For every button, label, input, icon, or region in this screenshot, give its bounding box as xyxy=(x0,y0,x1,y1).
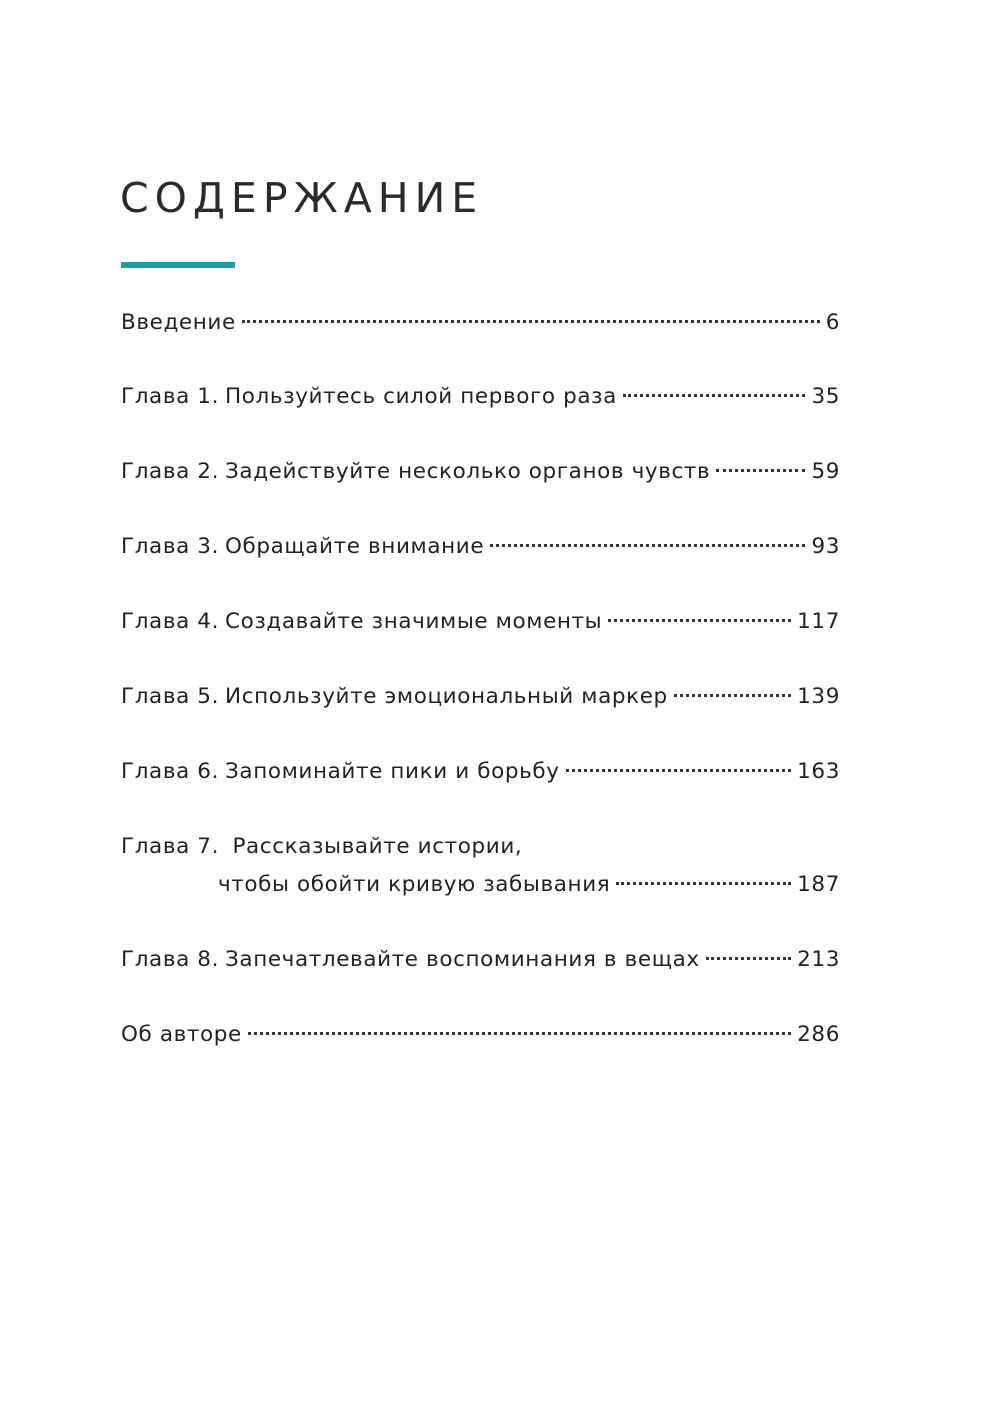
toc-chapter-number: Глава 6. xyxy=(121,759,220,784)
toc-entry-label: Введение xyxy=(121,310,236,335)
toc-chapter-title: Обращайте внимание xyxy=(225,534,485,559)
toc-entry-chapter-3[interactable] xyxy=(121,531,840,563)
toc-entry-chapter-7-line2[interactable] xyxy=(121,869,840,901)
toc-leader-dots xyxy=(616,882,791,885)
toc-entry-chapter-4[interactable] xyxy=(121,606,840,638)
toc-chapter-title-line2: чтобы обойти кривую забывания xyxy=(218,872,611,897)
toc-chapter-title: Пользуйтесь силой первого раза xyxy=(225,384,617,409)
toc-chapter-number: Глава 1. xyxy=(121,384,220,409)
toc-leader-dots xyxy=(248,1032,791,1035)
toc-page-number: 286 xyxy=(797,1022,840,1047)
toc-page-number: 6 xyxy=(825,310,840,335)
toc-entry-introduction[interactable] xyxy=(121,307,840,339)
toc-chapter-number: Глава 8. xyxy=(121,947,220,972)
toc-entry-label: Об авторе xyxy=(121,1022,242,1047)
toc-leader-dots xyxy=(623,394,805,397)
toc-chapter-title: Запечатлевайте воспоминания в вещах xyxy=(225,947,700,972)
toc-entry-chapter-5[interactable] xyxy=(121,681,840,713)
table-of-contents xyxy=(121,0,840,1408)
toc-leader-dots xyxy=(566,769,792,772)
toc-leader-dots xyxy=(706,957,791,960)
toc-chapter-title: Создавайте значимые моменты xyxy=(225,609,603,634)
toc-entry-chapter-2[interactable] xyxy=(121,456,840,488)
toc-page-number: 139 xyxy=(797,684,840,709)
toc-leader-dots xyxy=(674,694,791,697)
toc-entry-chapter-8[interactable] xyxy=(121,944,840,976)
toc-chapter-title: Запоминайте пики и борьбу xyxy=(225,759,560,784)
toc-page-number: 117 xyxy=(797,609,840,634)
toc-entry-chapter-6[interactable] xyxy=(121,756,840,788)
toc-chapter-title: Задействуйте несколько органов чувств xyxy=(225,459,711,484)
toc-leader-dots xyxy=(608,619,791,622)
toc-leader-dots xyxy=(242,320,820,323)
toc-entry-chapter-7-line1[interactable] xyxy=(121,831,840,863)
toc-page-number: 213 xyxy=(797,947,840,972)
toc-page-number: 93 xyxy=(811,534,840,559)
toc-chapter-number: Глава 7. xyxy=(121,834,220,859)
toc-entry-chapter-1[interactable] xyxy=(121,381,840,413)
toc-page-number: 187 xyxy=(797,872,840,897)
toc-entry-about-author[interactable] xyxy=(121,1019,840,1051)
toc-chapter-number: Глава 3. xyxy=(121,534,220,559)
toc-chapter-title-line1: Рассказывайте истории, xyxy=(232,834,523,859)
toc-page-number: 163 xyxy=(797,759,840,784)
toc-chapter-number: Глава 5. xyxy=(121,684,220,709)
toc-page-number: 35 xyxy=(811,384,840,409)
toc-leader-dots xyxy=(490,544,805,547)
toc-chapter-title: Используйте эмоциональный маркер xyxy=(225,684,668,709)
page-title: СОДЕРЖАНИЕ xyxy=(120,174,484,222)
toc-page-number: 59 xyxy=(811,459,840,484)
toc-chapter-number: Глава 2. xyxy=(121,459,220,484)
toc-leader-dots xyxy=(716,469,805,472)
toc-chapter-number: Глава 4. xyxy=(121,609,220,634)
